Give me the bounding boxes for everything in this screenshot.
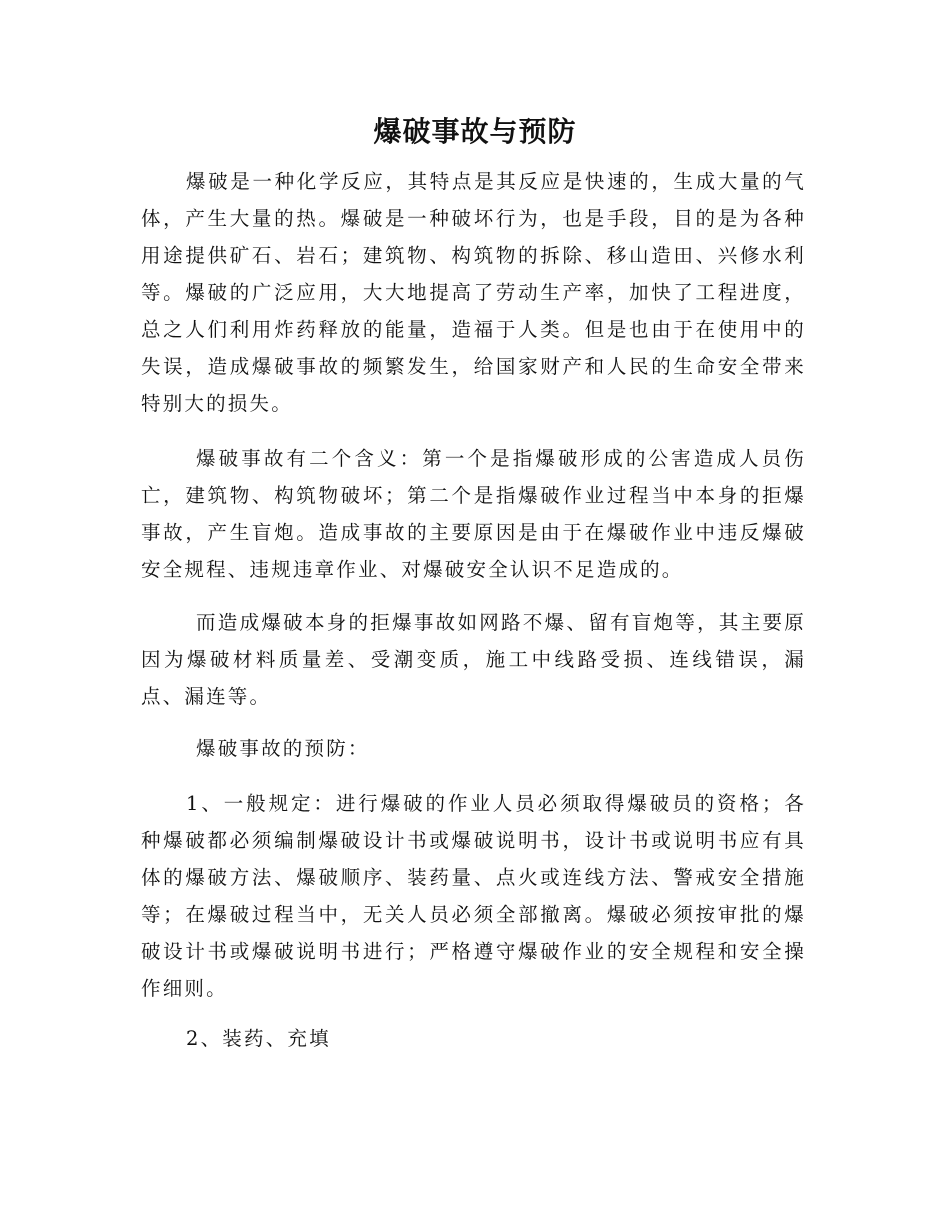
- document-title: 爆破事故与预防: [373, 115, 577, 148]
- paragraph-general-rules: 1、一般规定：进行爆破的作业人员必须取得爆破员的资格；各种爆破都必须编制爆破设计书或爆破说明书，设计书或说明书应有具体的爆破方法、爆破顺序、装药量、点火或连线方法、警戒安全措施等；在爆破过程当中，无关人员必须全部撤离。爆破必须按审批的爆破设计书或爆破说明书进行；严格遵守爆破作业的安全规程和安全操作细则。: [141, 792, 806, 1000]
- paragraph-accident-meaning: 爆破事故有二个含义：第一个是指爆破形成的公害造成人员伤亡，建筑物、构筑物破坏；第二个是指爆破作业过程当中本身的拒爆事故，产生盲炮。造成事故的主要原因是由于在爆破作业中违反爆破安全规程、违规违章作业、对爆破安全认识不足造成的。: [141, 447, 806, 581]
- paragraph-intro: 爆破是一种化学反应，其特点是其反应是快速的，生成大量的气体，产生大量的热。爆破是一种破坏行为，也是手段，目的是为各种用途提供矿石、岩石；建筑物、构筑物的拆除、移山造田、兴修水利等。爆破的广泛应用，大大地提高了劳动生产率，加快了工程进度，总之人们利用炸药释放的能量，造福于人类。但是也由于在使用中的失误，造成爆破事故的频繁发生，给国家财产和人民的生命安全带来特别大的损失。: [141, 170, 806, 415]
- paragraph-prevention-heading: 爆破事故的预防：: [196, 737, 370, 760]
- paragraph-charging-heading: 2、装药、充填: [186, 1027, 331, 1050]
- paragraph-misfire-causes: 而造成爆破本身的拒爆事故如网路不爆、留有盲炮等，其主要原因为爆破材料质量差、受潮变质，施工中线路受损、连线错误，漏点、漏连等。: [141, 611, 806, 708]
